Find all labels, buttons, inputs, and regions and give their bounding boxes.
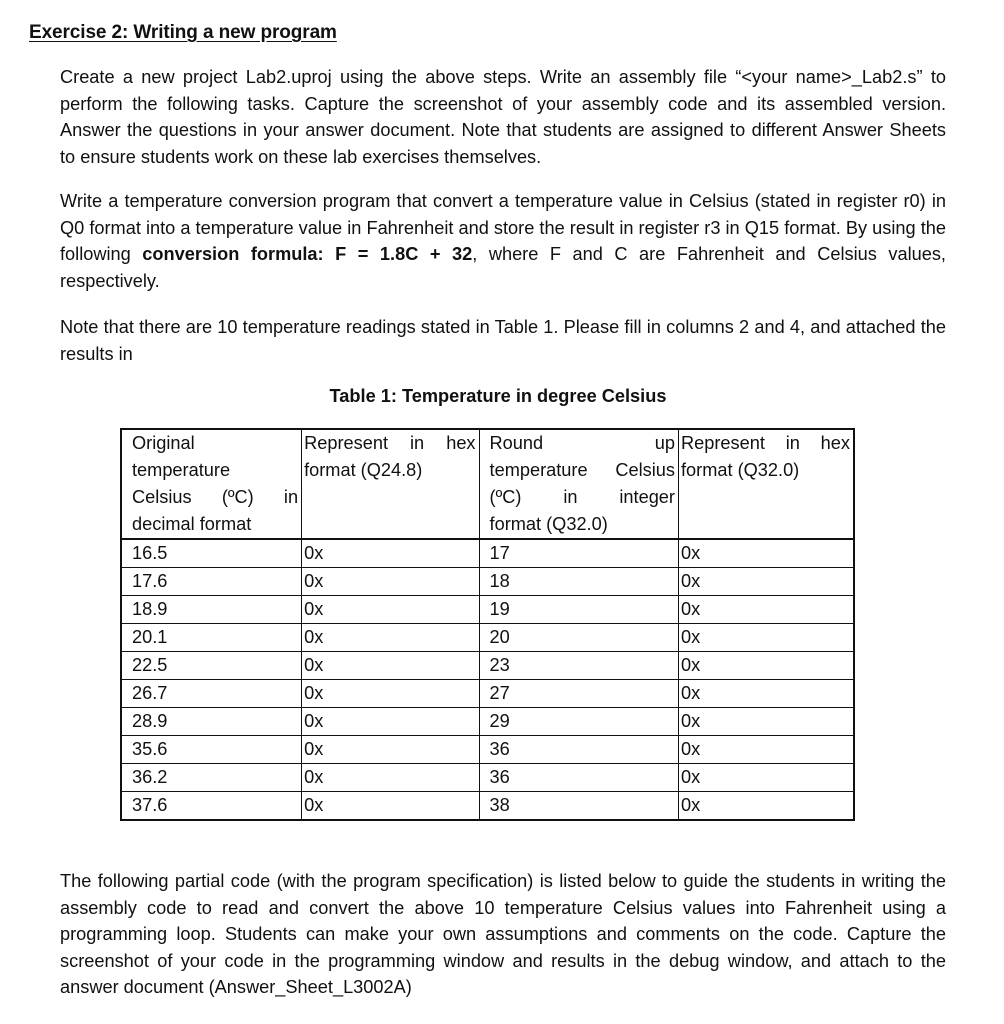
celsius-cell: 37.6 <box>121 792 302 821</box>
celsius-cell: 16.5 <box>121 539 302 568</box>
table-row <box>121 568 854 596</box>
rounded-cell: 38 <box>479 792 678 821</box>
table-row <box>121 764 854 792</box>
hex-q24-8-cell[interactable]: 0x <box>302 539 479 568</box>
hex-q32-0-cell[interactable]: 0x <box>678 792 854 821</box>
table-row <box>121 708 854 736</box>
task-paragraph <box>60 188 946 294</box>
hex-q32-0-cell[interactable]: 0x <box>678 708 854 736</box>
hex-q32-0-cell[interactable]: 0x <box>678 680 854 708</box>
hex-q32-0-cell[interactable]: 0x <box>678 624 854 652</box>
temperature-table <box>120 428 855 821</box>
rounded-cell: 29 <box>479 708 678 736</box>
hex-q24-8-cell[interactable]: 0x <box>302 792 479 821</box>
hex-q24-8-cell[interactable]: 0x <box>302 708 479 736</box>
celsius-cell: 22.5 <box>121 652 302 680</box>
table-row <box>121 652 854 680</box>
header-hex-q32-0: Represent in hex format (Q32.0) <box>678 429 854 539</box>
header-original-celsius: Original temperature Celsius (ºC) in decimal format <box>121 429 302 539</box>
rounded-cell: 27 <box>479 680 678 708</box>
task-text-after: , where F and C are Fahrenheit and Celsius values, respectively. <box>60 244 946 291</box>
header-rounded-celsius: Round up temperature Celsius (ºC) in integer format (Q32.0) <box>479 429 678 539</box>
hex-q32-0-cell[interactable]: 0x <box>678 539 854 568</box>
table-row <box>121 736 854 764</box>
table-row <box>121 792 854 821</box>
hex-q24-8-cell[interactable]: 0x <box>302 596 479 624</box>
rounded-cell: 17 <box>479 539 678 568</box>
hex-q24-8-cell[interactable]: 0x <box>302 764 479 792</box>
rounded-cell: 18 <box>479 568 678 596</box>
celsius-cell: 17.6 <box>121 568 302 596</box>
celsius-cell: 28.9 <box>121 708 302 736</box>
partial-code-paragraph: The following partial code (with the program specification) is listed below to guide the students in writing the assembly code to read and convert the above 10 temperature Celsius values into Fahrenheit using a programming loop. Students can make your own assumptions and comments on the code. Capture the screenshot of your code in the programming window and results in the debug window, and attach to the answer document (Answer_Sheet_L3002A) <box>60 871 946 998</box>
rounded-cell: 36 <box>479 764 678 792</box>
celsius-cell: 20.1 <box>121 624 302 652</box>
table-row <box>121 596 854 624</box>
exercise-heading: Exercise 2: Writing a new program <box>29 22 337 43</box>
celsius-cell: 35.6 <box>121 736 302 764</box>
table-row <box>121 624 854 652</box>
table-caption: Table 1: Temperature in degree Celsius <box>329 386 667 406</box>
header-hex-q24-8: Represent in hex format (Q24.8) <box>302 429 479 539</box>
hex-q24-8-cell[interactable]: 0x <box>302 680 479 708</box>
hex-q32-0-cell[interactable]: 0x <box>678 736 854 764</box>
rounded-cell: 20 <box>479 624 678 652</box>
conversion-formula: conversion formula: F = 1.8C + 32 <box>142 244 473 265</box>
intro-paragraph: Create a new project Lab2.uproj using the above steps. Write an assembly file “<your name>_Lab2.s” to perform the following tasks. Capture the screenshot of your assembly code and its assembled version. Answer the questions in your answer document. Note that students are assigned to different Answer Sheets to ensure students work on these lab exercises themselves. <box>60 67 946 167</box>
celsius-cell: 18.9 <box>121 596 302 624</box>
note-paragraph: Note that there are 10 temperature readings stated in Table 1. Please fill in columns 2 and 4, and attached the results in <box>60 317 946 364</box>
hex-q24-8-cell[interactable]: 0x <box>302 624 479 652</box>
hex-q32-0-cell[interactable]: 0x <box>678 596 854 624</box>
rounded-cell: 36 <box>479 736 678 764</box>
task-text-before: Write a temperature conversion program that convert a temperature value in Celsius (stated in register r0) in Q0 format into a temperature value in Fahrenheit and store the result in register r3 in Q15 format. By using the following <box>60 191 946 265</box>
hex-q32-0-cell[interactable]: 0x <box>678 652 854 680</box>
hex-q32-0-cell[interactable]: 0x <box>678 764 854 792</box>
celsius-cell: 36.2 <box>121 764 302 792</box>
table-row <box>121 539 854 568</box>
celsius-cell: 26.7 <box>121 680 302 708</box>
hex-q32-0-cell[interactable]: 0x <box>678 568 854 596</box>
table-header-row <box>121 429 854 539</box>
hex-q24-8-cell[interactable]: 0x <box>302 736 479 764</box>
hex-q24-8-cell[interactable]: 0x <box>302 652 479 680</box>
rounded-cell: 23 <box>479 652 678 680</box>
rounded-cell: 19 <box>479 596 678 624</box>
table-row <box>121 680 854 708</box>
hex-q24-8-cell[interactable]: 0x <box>302 568 479 596</box>
